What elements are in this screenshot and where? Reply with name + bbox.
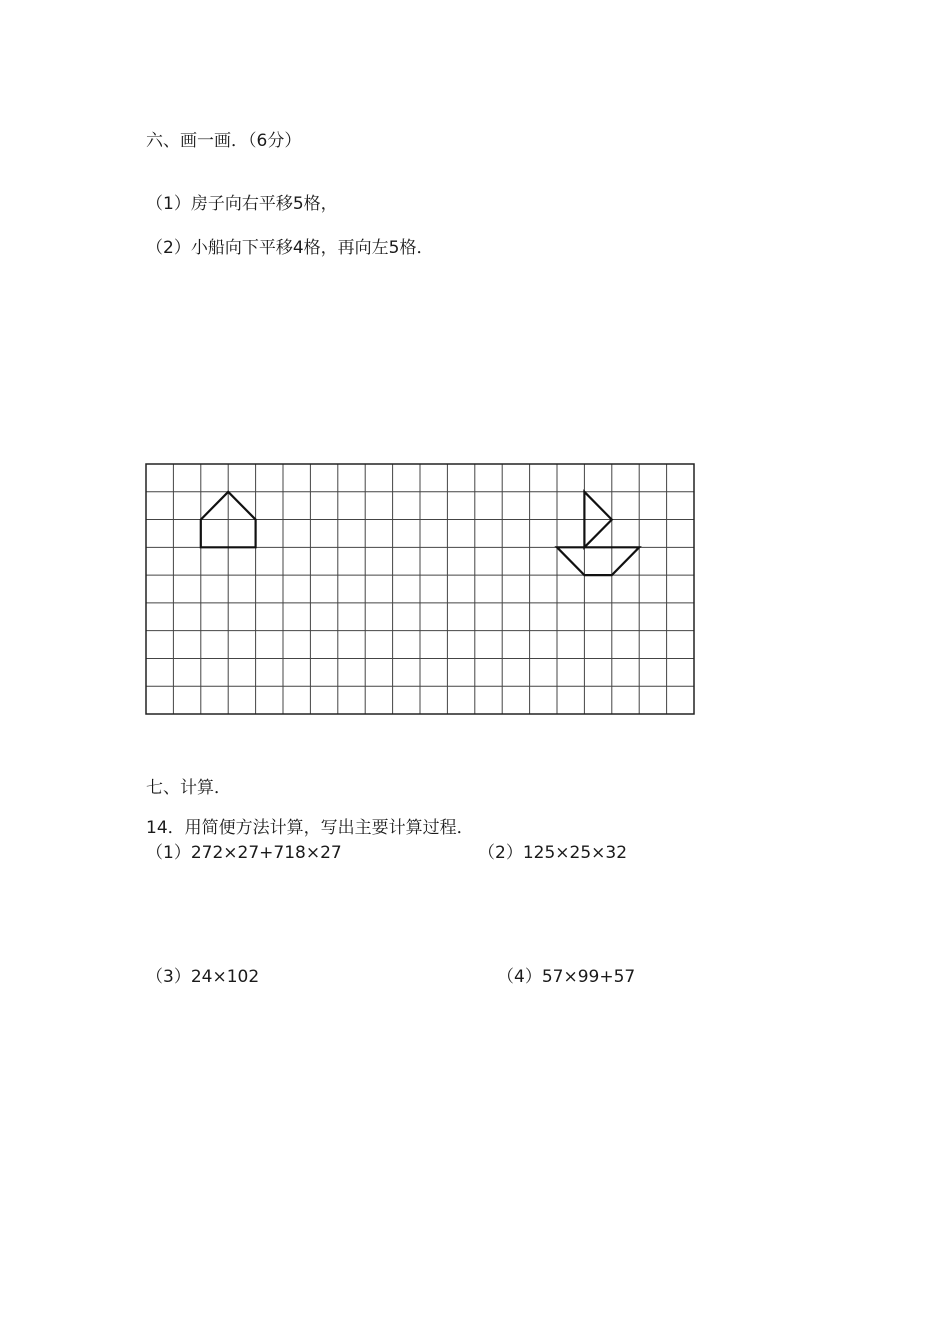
problem-4: （4）57×99+57 bbox=[497, 967, 636, 987]
grid-lines bbox=[146, 464, 694, 714]
instruction-2: （2）小船向下平移4格，再向左5格． bbox=[146, 238, 434, 258]
section-7-title: 七、计算． bbox=[146, 778, 231, 798]
problem-2: （2）125×25×32 bbox=[478, 843, 628, 863]
boat-hull-shape bbox=[557, 547, 639, 575]
problem-1: （1）272×27+718×27 bbox=[146, 843, 342, 863]
question-14: 14．用简便方法计算，写出主要计算过程． bbox=[146, 818, 474, 838]
section-6-title: 六、画一画．（6分） bbox=[146, 131, 302, 151]
instruction-1: （1）房子向右平移5格， bbox=[146, 194, 338, 214]
grid-figure bbox=[145, 463, 697, 717]
problem-3: （3）24×102 bbox=[146, 967, 260, 987]
